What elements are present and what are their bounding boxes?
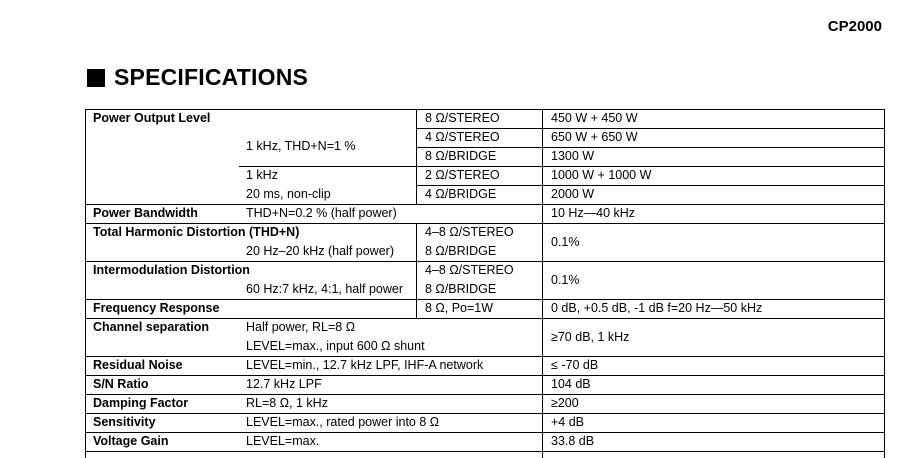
spec-condition: 60 Hz:7 kHz, 4:1, half power bbox=[246, 282, 404, 296]
section-heading bbox=[87, 64, 308, 91]
spec-mode: 4–8 Ω/STEREO bbox=[425, 225, 514, 239]
spec-value: 1300 W bbox=[551, 149, 595, 163]
spec-mode: 8 Ω/STEREO bbox=[425, 111, 500, 125]
spec-label: Sensitivity bbox=[93, 415, 156, 429]
spec-condition: LEVEL=max., rated power into 8 Ω bbox=[246, 415, 440, 429]
spec-value: ≥70 dB, 1 kHz bbox=[551, 330, 630, 344]
table-rule bbox=[416, 109, 417, 204]
spec-value: 650 W + 650 W bbox=[551, 130, 638, 144]
spec-value: 33.8 dB bbox=[551, 434, 595, 448]
spec-label: Damping Factor bbox=[93, 396, 189, 410]
spec-condition: THD+N=0.2 % (half power) bbox=[246, 206, 397, 220]
spec-condition: RL=8 Ω, 1 kHz bbox=[246, 396, 328, 410]
spec-condition: 20 Hz–20 kHz (half power) bbox=[246, 244, 394, 258]
spec-mode: 4 Ω/STEREO bbox=[425, 130, 500, 144]
spec-value: 10 Hz—40 kHz bbox=[551, 206, 636, 220]
table-border bbox=[85, 109, 86, 458]
spec-label: Channel separation bbox=[93, 320, 209, 334]
spec-label: S/N Ratio bbox=[93, 377, 149, 391]
spec-value: 450 W + 450 W bbox=[551, 111, 638, 125]
spec-label: Intermodulation Distortion bbox=[93, 263, 250, 277]
spec-mode: 4 Ω/BRIDGE bbox=[425, 187, 497, 201]
spec-value: 0.1% bbox=[551, 235, 580, 249]
section-title: SPECIFICATIONS bbox=[114, 64, 309, 90]
spec-condition: 1 kHz, THD+N=1 % bbox=[246, 139, 356, 153]
table-border bbox=[884, 109, 885, 458]
spec-value: +4 dB bbox=[551, 415, 585, 429]
spec-condition: Half power, RL=8 Ω bbox=[246, 320, 356, 334]
spec-value: ≤ -70 dB bbox=[551, 358, 599, 372]
spec-condition: LEVEL=max., input 600 Ω shunt bbox=[246, 339, 425, 353]
spec-value: 0.1% bbox=[551, 273, 580, 287]
spec-mode: 8 Ω, Po=1W bbox=[425, 301, 494, 315]
table-rule bbox=[85, 375, 885, 376]
spec-label: Power Output Level bbox=[93, 111, 211, 125]
spec-label: Frequency Response bbox=[93, 301, 220, 315]
table-rule bbox=[85, 432, 885, 433]
spec-value: 104 dB bbox=[551, 377, 591, 391]
spec-condition: LEVEL=max. bbox=[246, 434, 320, 448]
spec-condition: 20 ms, non-clip bbox=[246, 187, 331, 201]
table-rule bbox=[416, 223, 417, 318]
spec-label: Power Bandwidth bbox=[93, 206, 198, 220]
spec-value: 0 dB, +0.5 dB, -1 dB f=20 Hz—50 kHz bbox=[551, 301, 763, 315]
table-rule bbox=[85, 204, 885, 205]
spec-condition: 1 kHz bbox=[246, 168, 278, 182]
spec-condition: 12.7 kHz LPF bbox=[246, 377, 322, 391]
spec-label: Residual Noise bbox=[93, 358, 183, 372]
table-rule bbox=[85, 451, 885, 452]
spec-mode: 8 Ω/BRIDGE bbox=[425, 244, 497, 258]
table-rule bbox=[85, 413, 885, 414]
spec-condition: LEVEL=min., 12.7 kHz LPF, IHF-A network bbox=[246, 358, 484, 372]
table-rule bbox=[542, 109, 543, 458]
spec-value: 2000 W bbox=[551, 187, 595, 201]
model-number: CP2000 bbox=[827, 18, 882, 35]
spec-mode: 8 Ω/BRIDGE bbox=[425, 282, 497, 296]
spec-value: ≥200 bbox=[551, 396, 579, 410]
spec-mode: 8 Ω/BRIDGE bbox=[425, 149, 497, 163]
table-rule bbox=[85, 394, 885, 395]
heading-bullet-square bbox=[87, 69, 105, 87]
spec-value: 1000 W + 1000 W bbox=[551, 168, 652, 182]
spec-label: Total Harmonic Distortion (THD+N) bbox=[93, 225, 300, 239]
table-rule bbox=[85, 356, 885, 357]
spec-label: Voltage Gain bbox=[93, 434, 169, 448]
spec-mode: 4–8 Ω/STEREO bbox=[425, 263, 514, 277]
spec-mode: 2 Ω/STEREO bbox=[425, 168, 500, 182]
